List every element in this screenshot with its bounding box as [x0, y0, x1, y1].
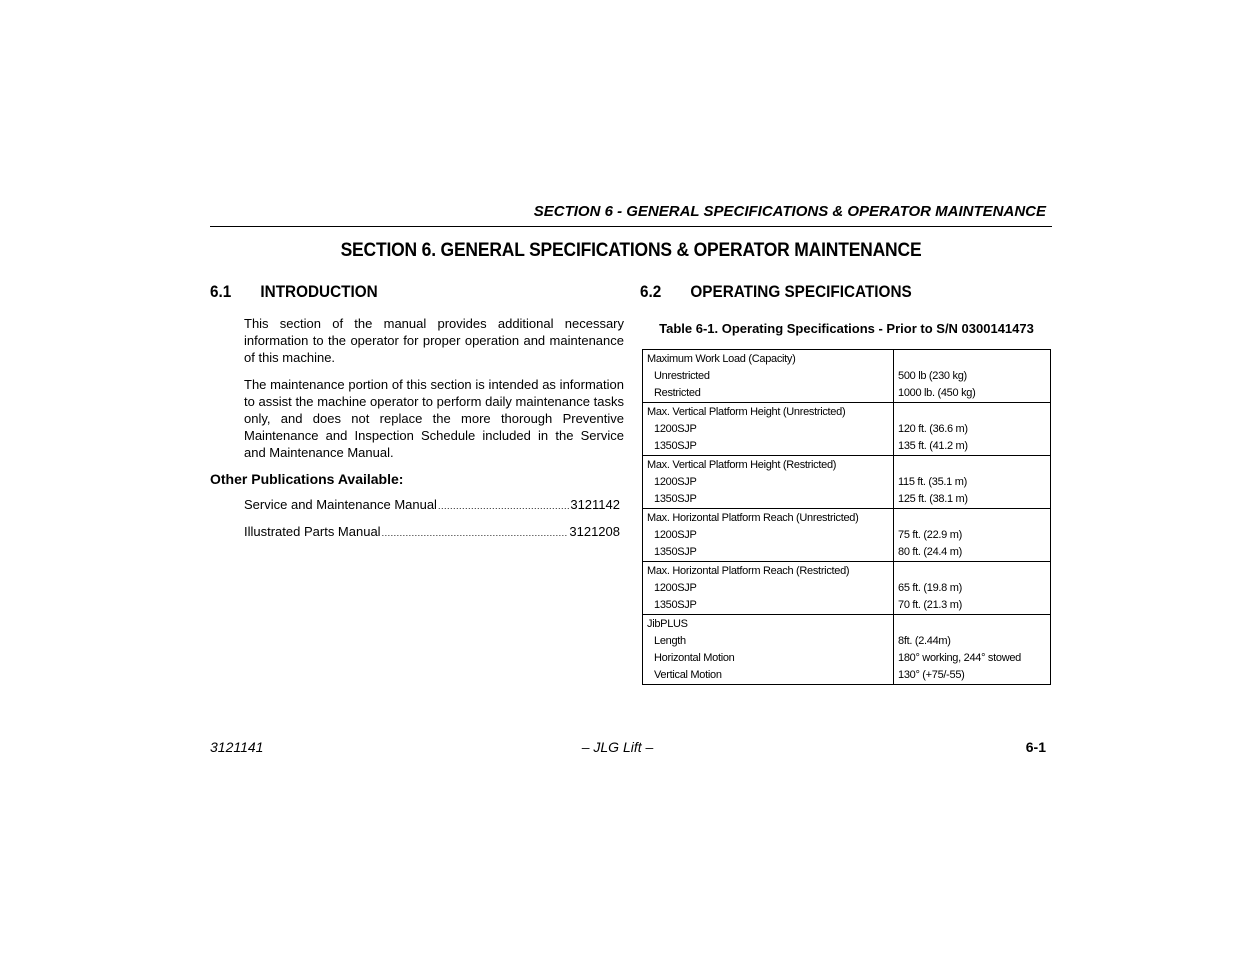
- spec-blank: [898, 510, 1046, 527]
- publication-item: [244, 524, 620, 539]
- table-row: [643, 509, 1051, 562]
- operating-number: 6.2: [640, 282, 662, 301]
- spec-label: 1200SJP: [654, 423, 697, 435]
- spec-value: 120 ft. (36.6 m): [898, 423, 968, 435]
- operating-title: OPERATING SPECIFICATIONS: [690, 282, 912, 301]
- dot-leader: [438, 501, 569, 511]
- spec-value-cell: [894, 403, 1051, 456]
- publication-item: [244, 497, 620, 512]
- spec-value-cell: [894, 562, 1051, 615]
- spec-label-cell: [643, 562, 894, 615]
- spec-heading: Max. Vertical Platform Height (Unrestricted): [647, 406, 846, 418]
- spec-value-cell: [894, 350, 1051, 403]
- table-row: [643, 456, 1051, 509]
- footer-page-number: 6-1: [1025, 739, 1046, 755]
- table-row: [643, 350, 1051, 403]
- spec-value: 135 ft. (41.2 m): [898, 440, 968, 452]
- table-row: [643, 562, 1051, 615]
- spec-label: 1200SJP: [654, 529, 697, 541]
- spec-blank: [898, 404, 1046, 421]
- footer-doc-number: 3121141: [210, 739, 264, 755]
- spec-label: 1350SJP: [654, 493, 697, 505]
- publication-title: Illustrated Parts Manual: [244, 524, 381, 539]
- section-title: SECTION 6. GENERAL SPECIFICATIONS & OPERATOR MAINTENANCE: [340, 240, 922, 261]
- spec-value: 130° (+75/-55): [898, 669, 965, 681]
- publication-title: Service and Maintenance Manual: [244, 497, 437, 512]
- spec-value: 70 ft. (21.3 m): [898, 599, 962, 611]
- table-row: [643, 403, 1051, 456]
- spec-label: 1200SJP: [654, 582, 697, 594]
- spec-label: Restricted: [654, 387, 701, 399]
- spec-value: 65 ft. (19.8 m): [898, 582, 962, 594]
- footer-publisher: – JLG Lift –: [581, 739, 654, 755]
- running-header: SECTION 6 - GENERAL SPECIFICATIONS & OPERATOR MAINTENANCE: [533, 203, 1046, 220]
- intro-paragraph-1: This section of the manual provides additional necessary information to the operator for proper operation and maintenance of this machine.: [244, 316, 624, 365]
- spec-label: Horizontal Motion: [654, 652, 735, 664]
- spec-label: Length: [654, 635, 686, 647]
- spec-label-cell: [643, 615, 894, 685]
- spec-value: 500 lb (230 kg): [898, 370, 967, 382]
- spec-label: 1350SJP: [654, 440, 697, 452]
- spec-value: 125 ft. (38.1 m): [898, 493, 968, 505]
- spec-value: 80 ft. (24.4 m): [898, 546, 962, 558]
- spec-blank: [898, 563, 1046, 580]
- spec-blank: [898, 351, 1046, 368]
- intro-title: INTRODUCTION: [260, 282, 378, 301]
- spec-label: Unrestricted: [654, 370, 710, 382]
- spec-label: 1350SJP: [654, 546, 697, 558]
- intro-paragraph-2: The maintenance portion of this section is intended as information to assist the machine operator to perform daily maintenance tasks only, and does not replace the more thorough Preventive Maintenance and Inspection Schedule included in the Service and Maintenance Manual.: [244, 377, 624, 460]
- table-row: [643, 615, 1051, 685]
- spec-label-cell: [643, 403, 894, 456]
- publication-number: 3121142: [570, 497, 620, 512]
- spec-heading: JibPLUS: [647, 618, 688, 630]
- operating-heading: [640, 282, 912, 302]
- spec-value: 115 ft. (35.1 m): [898, 476, 967, 488]
- spec-label-cell: [643, 456, 894, 509]
- spec-label: Vertical Motion: [654, 669, 722, 681]
- intro-number: 6.1: [210, 282, 232, 301]
- spec-label: 1200SJP: [654, 476, 697, 488]
- spec-blank: [898, 457, 1046, 474]
- spec-value: 180° working, 244° stowed: [898, 652, 1021, 664]
- intro-heading: [210, 282, 378, 302]
- spec-value-cell: [894, 456, 1051, 509]
- specs-table: [642, 349, 1051, 685]
- spec-heading: Max. Horizontal Platform Reach (Restricted): [647, 565, 850, 577]
- spec-label: 1350SJP: [654, 599, 697, 611]
- spec-heading: Max. Vertical Platform Height (Restricted): [647, 459, 837, 471]
- spec-heading: Maximum Work Load (Capacity): [647, 353, 796, 365]
- spec-value: 8ft. (2.44m): [898, 635, 951, 647]
- spec-label-cell: [643, 350, 894, 403]
- spec-blank: [898, 616, 1046, 633]
- spec-heading: Max. Horizontal Platform Reach (Unrestricted): [647, 512, 859, 524]
- dot-leader: [382, 528, 569, 538]
- publication-number: 3121208: [569, 524, 620, 539]
- spec-label-cell: [643, 509, 894, 562]
- spec-value: 1000 lb. (450 kg): [898, 387, 976, 399]
- table-caption: Table 6-1. Operating Specifications - Prior to S/N 0300141473: [659, 321, 1034, 336]
- spec-value-cell: [894, 615, 1051, 685]
- spec-value: 75 ft. (22.9 m): [898, 529, 962, 541]
- publications-heading: Other Publications Available:: [210, 471, 404, 487]
- spec-value-cell: [894, 509, 1051, 562]
- header-divider: [210, 226, 1052, 227]
